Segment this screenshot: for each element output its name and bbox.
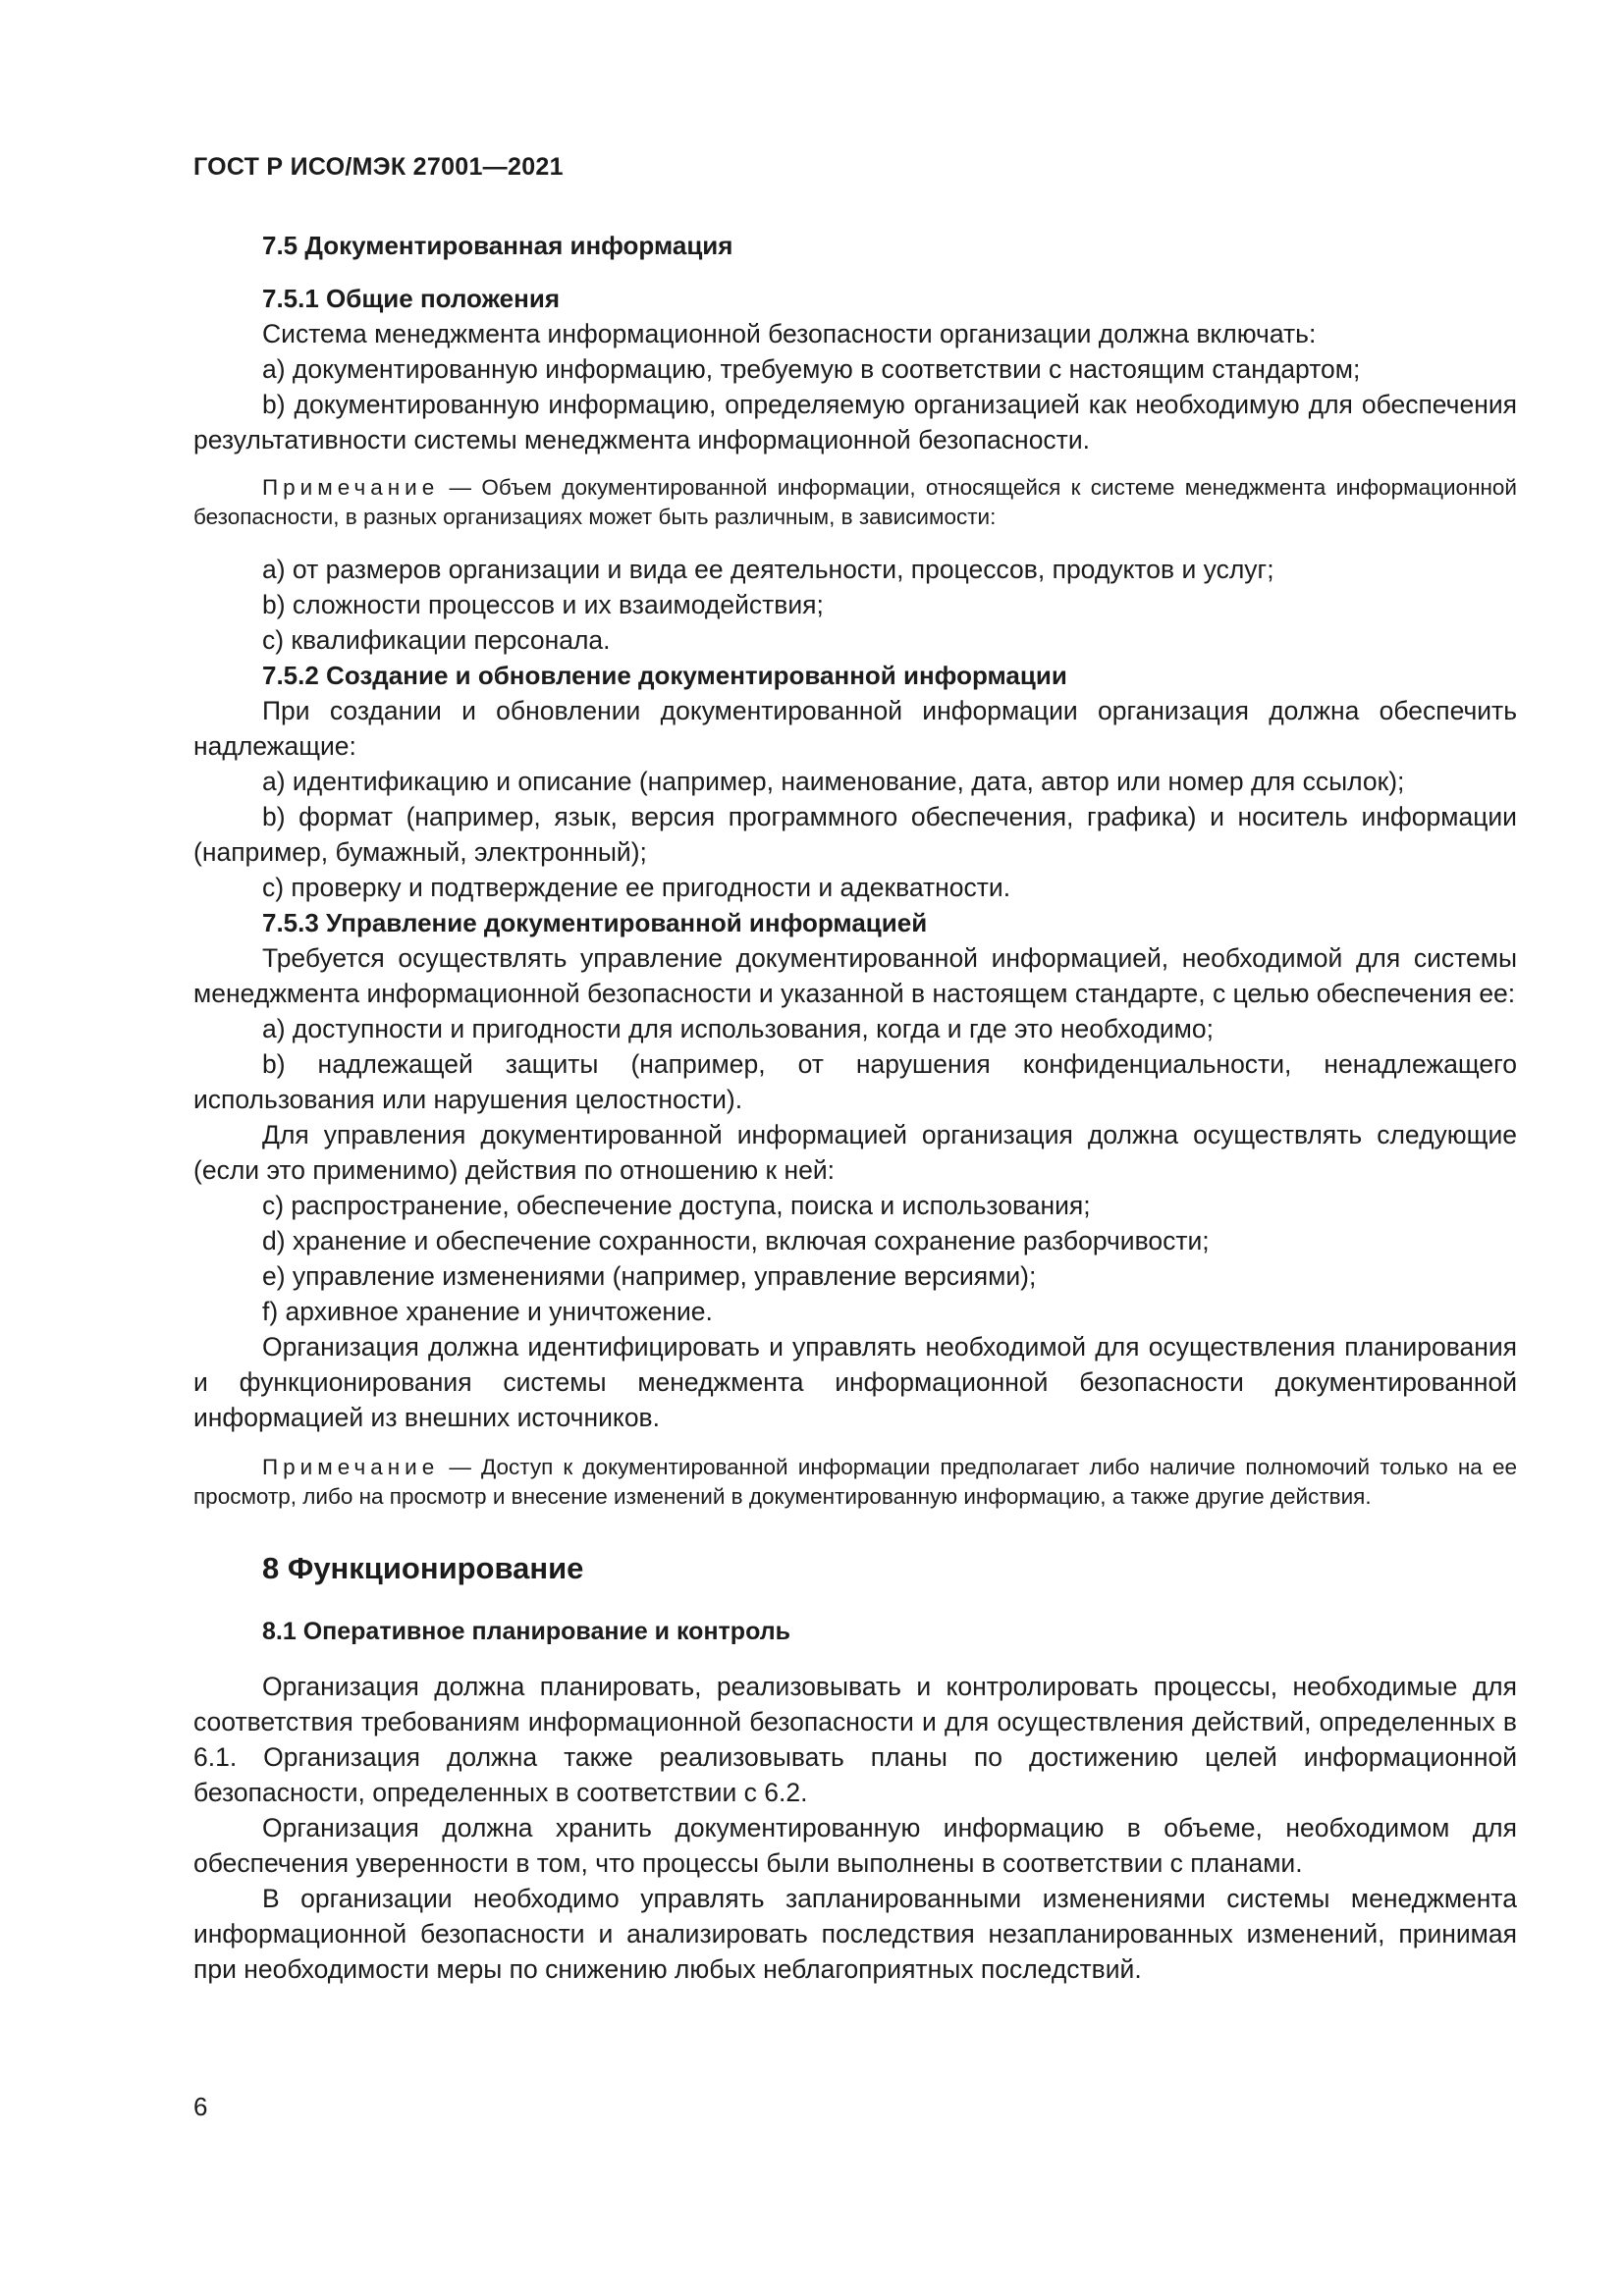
section-7-5-3-title: 7.5.3 Управление документированной информацией — [262, 908, 928, 937]
section-8-1-title: 8.1 Оперативное планирование и контроль — [262, 1618, 790, 1645]
paragraph: Организация должна хранить документированную информацию в объеме, необходимом для обеспечения уверенности в том, что процессы были выполнены в соответствии с планами. — [193, 1813, 1517, 1878]
note-label: Примечание — [262, 475, 440, 500]
note-label: Примечание — [262, 1455, 440, 1479]
section-8-title: 8 Функционирование — [262, 1551, 584, 1585]
document-header: ГОСТ Р ИСО/МЭК 27001—2021 — [193, 153, 564, 181]
paragraph: Система менеджмента информационной безопасности организации должна включать: — [262, 319, 1317, 348]
list-item: d) хранение и обеспечение сохранности, включая сохранение разборчивости; — [262, 1226, 1210, 1255]
paragraph: В организации необходимо управлять запланированными изменениями системы менеджмента информационной безопасности и анализировать последствия незапланированных изменений, принимая при необходимости меры по снижению любых неблагоприятных последствий. — [193, 1884, 1517, 1984]
section-7-5-1-title: 7.5.1 Общие положения — [262, 284, 560, 313]
list-item: a) идентификацию и описание (например, наименование, дата, автор или номер для ссылок); — [262, 767, 1405, 796]
list-item: a) документированную информацию, требуемую в соответствии с настоящим стандартом; — [262, 354, 1361, 384]
paragraph: Организация должна планировать, реализовывать и контролировать процессы, необходимые для соответствия требованиям информационной безопасности и для осуществления действий, определенных в 6.1. Организация должна также реализовывать планы по достижению целей информационной безопасности, определенных в соответствии с 6.2. — [193, 1672, 1517, 1807]
note-text: — Объем документированной информации, относящейся к системе менеджмента информационной безопасности, в разных организациях может быть различным, в зависимости: — [193, 475, 1517, 529]
paragraph: Требуется осуществлять управление документированной информацией, необходимой для системы менеджмента информационной безопасности и указанной в настоящем стандарте, с целью обеспечения ее: — [193, 943, 1517, 1008]
list-item: c) проверку и подтверждение ее пригодности и адекватности. — [262, 873, 1011, 902]
list-item: e) управление изменениями (например, управление версиями); — [262, 1261, 1037, 1291]
list-item: c) распространение, обеспечение доступа, поиска и использования; — [262, 1191, 1091, 1220]
note — [193, 473, 1517, 532]
paragraph: При создании и обновлении документированной информации организация должна обеспечить надлежащие: — [193, 696, 1517, 761]
section-7-5-title: 7.5 Документированная информация — [262, 231, 733, 260]
list-item: b) сложности процессов и их взаимодействия; — [262, 590, 824, 619]
section-7-5-2-title: 7.5.2 Создание и обновление документированной информации — [262, 661, 1067, 690]
note — [193, 1453, 1517, 1512]
list-item: a) от размеров организации и вида ее деятельности, процессов, продуктов и услуг; — [262, 555, 1274, 584]
list-item: b) формат (например, язык, версия программного обеспечения, графика) и носитель информации (например, бумажный, электронный); — [193, 802, 1517, 867]
page-content — [193, 228, 1517, 1987]
list-item: c) квалификации персонала. — [262, 625, 611, 655]
note-text: — Доступ к документированной информации предполагает либо наличие полномочий только на ее просмотр, либо на просмотр и внесение изменений в документированную информацию, а также другие действия. — [193, 1455, 1517, 1509]
list-item: f) архивное хранение и уничтожение. — [262, 1297, 713, 1326]
paragraph: Для управления документированной информацией организация должна осуществлять следующие (если это применимо) действия по отношению к ней: — [193, 1120, 1517, 1185]
paragraph: Организация должна идентифицировать и управлять необходимой для осуществления планирования и функционирования системы менеджмента информационной безопасности документированной информацией из внешних источников. — [193, 1332, 1517, 1432]
page-number: 6 — [193, 2092, 208, 2121]
list-item: b) документированную информацию, определяемую организацией как необходимую для обеспечения результативности системы менеджмента информационной безопасности. — [193, 390, 1517, 454]
list-item: b) надлежащей защиты (например, от нарушения конфиденциальности, ненадлежащего использования или нарушения целостности). — [193, 1049, 1517, 1114]
list-item: a) доступности и пригодности для использования, когда и где это необходимо; — [262, 1014, 1214, 1043]
